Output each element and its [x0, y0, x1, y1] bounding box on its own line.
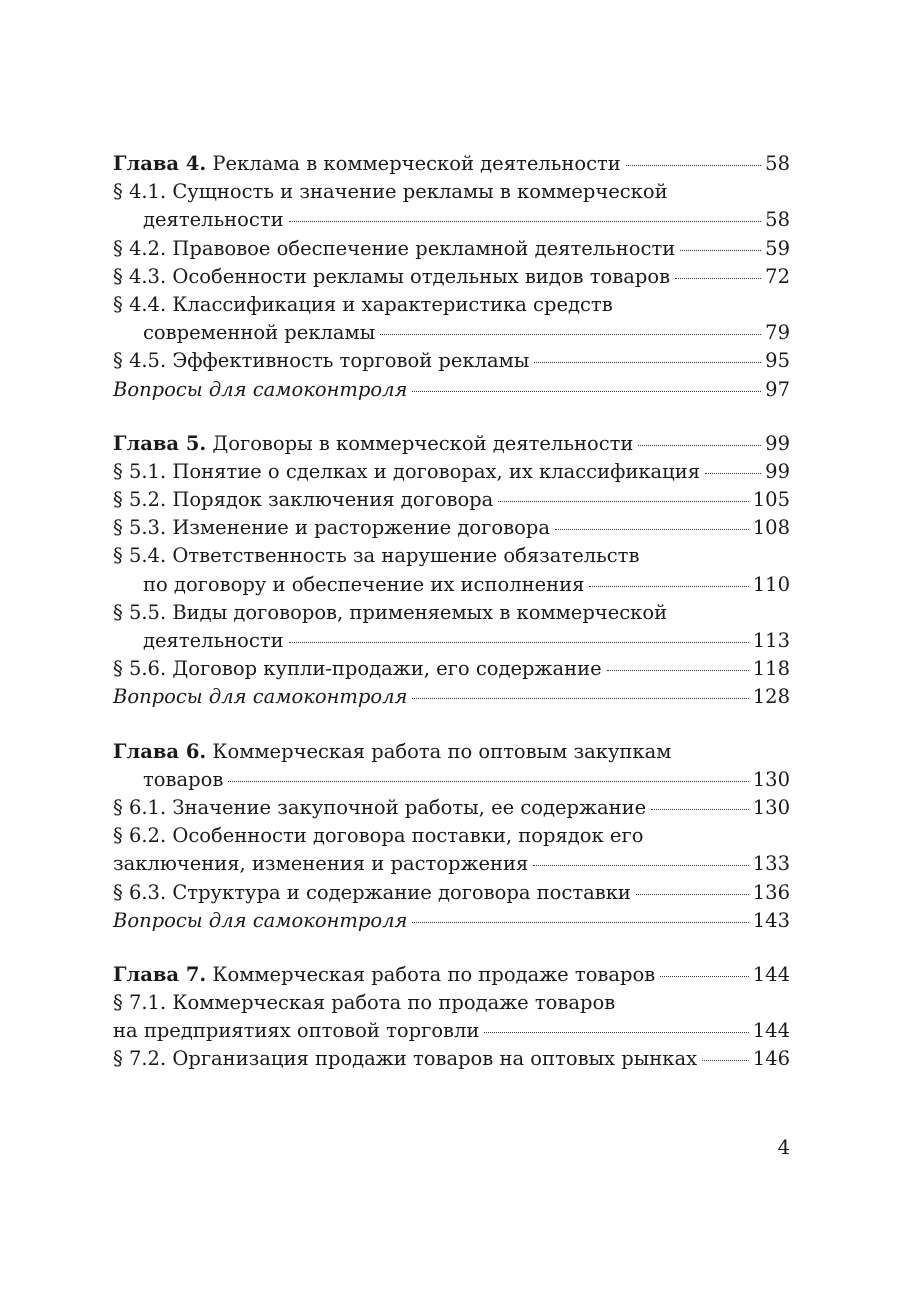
toc-entry-title [113, 989, 615, 1017]
chapter-block [113, 430, 790, 712]
dot-leader [555, 529, 749, 530]
toc-entry-text: § 6.1. Значение закупочной работы, ее содержание [113, 795, 647, 819]
toc-entry-text: товаров [143, 767, 224, 791]
dot-leader [498, 501, 748, 502]
toc-entry-text: § 6.3. Структура и содержание договора поставки [113, 880, 631, 904]
toc-entry-text: заключения, изменения и расторжения [113, 852, 529, 876]
toc-entry-text: по договору и обеспечение их исполнения [143, 572, 585, 596]
toc-entry-title [113, 655, 602, 683]
toc-line [113, 822, 790, 850]
toc-entry-title [113, 430, 633, 458]
toc-entry-text: Коммерческая работа по продаже товаров [206, 962, 656, 986]
toc-line [113, 989, 790, 1017]
toc-entry-title [113, 683, 407, 711]
toc-line [113, 430, 790, 458]
toc-entry-text: Реклама в коммерческой деятельности [206, 152, 621, 175]
toc-entry-text: современной рекламы [143, 321, 376, 345]
dot-leader [660, 976, 749, 977]
toc-entry-text: § 5.2. Порядок заключения договора [113, 488, 494, 512]
toc-entry-title [113, 1045, 697, 1073]
toc-line [113, 458, 790, 486]
toc-line [113, 206, 790, 234]
toc-line [113, 347, 790, 375]
chapter-label: Глава 7. [113, 962, 207, 986]
dot-leader [702, 1060, 749, 1061]
toc-entry-text: § 4.3. Особенности рекламы отдельных видов товаров [113, 264, 671, 288]
toc-line [113, 150, 790, 178]
toc-page-number: 105 [752, 488, 790, 512]
toc-line [113, 1017, 790, 1045]
toc-entry-text: § 5.5. Виды договоров, применяемых в коммерческой [113, 600, 668, 624]
toc-entry-text: § 5.1. Понятие о сделках и договорах, их классификация [113, 459, 700, 483]
dot-leader [289, 221, 762, 222]
toc-page-number: 58 [765, 208, 790, 232]
toc-entry-title [113, 879, 631, 907]
dot-leader [484, 1032, 748, 1033]
toc-line [113, 961, 790, 989]
toc-entry-title [113, 542, 639, 570]
toc-entry-text: § 7.2. Организация продажи товаров на оптовых рынках [113, 1047, 698, 1071]
toc-page-number: 136 [752, 880, 790, 904]
toc-entry-text: деятельности [143, 629, 284, 652]
toc-line [113, 655, 790, 683]
toc-entry-text: деятельности [143, 208, 284, 232]
toc-entry-title [113, 347, 529, 375]
chapter-label: Глава 6. [113, 739, 207, 763]
toc-entry-title [113, 907, 407, 935]
toc-line [113, 599, 790, 627]
toc-entry-text: § 4.1. Сущность и значение рекламы в коммерческой [113, 180, 668, 204]
toc-entry-text: Вопросы для самоконтроля [113, 908, 408, 932]
toc-line [113, 291, 790, 319]
toc-page-number: 108 [752, 516, 790, 540]
toc-page-number: 113 [752, 629, 790, 652]
toc-entry-title [113, 1017, 479, 1045]
toc-page-number: 58 [765, 152, 790, 175]
toc-entry-title [143, 571, 584, 599]
toc-entry-text: § 5.3. Изменение и расторжение договора [113, 516, 550, 540]
chapter-label: Глава 4. [113, 152, 207, 175]
toc-entry-title [113, 738, 671, 766]
toc-entry-title [143, 319, 375, 347]
dot-leader [638, 445, 761, 446]
toc-entry-title [143, 206, 284, 234]
dot-leader [636, 894, 749, 895]
dot-leader [680, 250, 761, 251]
dot-leader [380, 334, 761, 335]
toc-line [113, 1045, 790, 1073]
page-number: 4 [777, 1136, 790, 1159]
toc-line [113, 627, 790, 655]
dot-leader [589, 586, 748, 587]
dot-leader [534, 362, 761, 363]
toc-page-number: 133 [752, 852, 790, 876]
toc-page-number: 79 [765, 321, 790, 345]
toc-entry-title [113, 235, 675, 263]
toc-entry-text: Договоры в коммерческой деятельности [206, 431, 634, 455]
toc-page-number: 59 [765, 236, 790, 260]
toc-line [113, 486, 790, 514]
chapter-label: Глава 5. [113, 431, 207, 455]
dot-leader [675, 278, 761, 279]
toc-entry-title [113, 486, 493, 514]
toc-page-number: 146 [752, 1047, 790, 1071]
toc-line [113, 794, 790, 822]
toc-line [113, 178, 790, 206]
toc-entry-title [113, 178, 668, 206]
toc-line [113, 263, 790, 291]
toc-entry-title [113, 458, 700, 486]
toc-entry-text: Вопросы для самоконтроля [113, 377, 408, 401]
toc-page-number: 144 [752, 962, 790, 986]
dot-leader [228, 781, 748, 782]
toc-entry-title [113, 794, 646, 822]
toc-line [113, 850, 790, 878]
toc-page-number: 97 [765, 377, 790, 401]
toc-entry-text: § 6.2. Особенности договора поставки, порядок его [113, 824, 644, 848]
toc-page-number: 110 [752, 572, 790, 596]
toc-entry-title [113, 599, 667, 627]
toc-line [113, 571, 790, 599]
dot-leader [289, 642, 749, 643]
toc-line [113, 235, 790, 263]
toc-page-number: 72 [765, 264, 790, 288]
toc-page-number: 144 [752, 1019, 790, 1043]
toc-page-number: 99 [765, 431, 790, 455]
toc-entry-title [113, 291, 613, 319]
chapter-block [113, 961, 790, 1074]
toc-line [113, 319, 790, 347]
toc-page-number: 95 [765, 349, 790, 373]
toc-page-number: 99 [765, 459, 790, 483]
toc-page-number: 130 [752, 767, 790, 791]
toc-line [113, 376, 790, 404]
toc-entry-title [113, 150, 621, 178]
toc-entry-title [143, 766, 223, 794]
toc-entry-title [113, 961, 655, 989]
toc-entry-text: § 4.5. Эффективность торговой рекламы [113, 349, 530, 373]
toc-entry-text: § 5.6. Договор купли-продажи, его содержание [113, 657, 602, 681]
toc-entry-text: § 4.2. Правовое обеспечение рекламной деятельности [113, 236, 676, 260]
dot-leader [412, 922, 748, 923]
toc-entry-text: § 5.4. Ответственность за нарушение обязательств [113, 544, 640, 568]
toc-page-number: 143 [752, 908, 790, 932]
toc-entry-text: § 7.1. Коммерческая работа по продаже товаров [113, 991, 616, 1015]
dot-leader [705, 473, 761, 474]
toc-entry-text: § 4.4. Классификация и характеристика средств [113, 292, 613, 316]
toc-entry-title [113, 263, 670, 291]
dot-leader [607, 670, 749, 671]
dot-leader [651, 809, 749, 810]
toc-line [113, 879, 790, 907]
dot-leader [533, 865, 748, 866]
toc-page-number: 130 [752, 795, 790, 819]
toc-entry-text: на предприятиях оптовой торговли [113, 1019, 480, 1043]
toc-line [113, 738, 790, 766]
toc-line [113, 542, 790, 570]
toc-page-number: 128 [752, 685, 790, 709]
dot-leader [412, 698, 748, 699]
table-of-contents [113, 150, 790, 1100]
toc-line [113, 514, 790, 542]
dot-leader [412, 391, 761, 392]
toc-entry-text: Вопросы для самоконтроля [113, 685, 408, 709]
toc-line [113, 907, 790, 935]
toc-entry-text: Коммерческая работа по оптовым закупкам [206, 739, 672, 763]
toc-line [113, 683, 790, 711]
toc-entry-title [113, 850, 528, 878]
dot-leader [626, 165, 761, 166]
toc-entry-title [113, 822, 643, 850]
chapter-block [113, 150, 790, 404]
toc-entry-title [143, 627, 284, 655]
toc-entry-title [113, 514, 550, 542]
toc-page-number: 118 [752, 657, 790, 681]
toc-line [113, 766, 790, 794]
toc-entry-title [113, 376, 407, 404]
chapter-block [113, 738, 790, 935]
